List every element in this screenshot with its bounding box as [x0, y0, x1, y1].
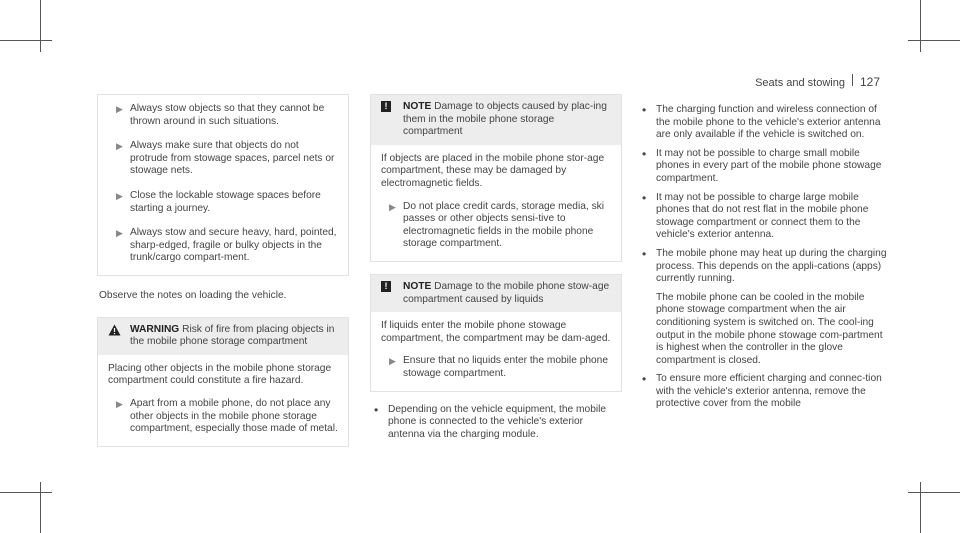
- bullet-item: • To ensure more efficient charging and connec-tion with the vehicle's exterior antenna, remove the protective cover from the mobile: [642, 372, 882, 410]
- arrow-right-icon: ▶: [116, 398, 123, 409]
- column-3: [642, 104, 892, 417]
- warning-triangle-icon: [106, 324, 130, 349]
- arrow-right-icon: ▶: [389, 356, 396, 367]
- list-item: ▶ Ensure that no liquids enter the mobile phone stowage compartment.: [381, 355, 611, 380]
- warning-box: [97, 317, 349, 447]
- note-label: NOTE: [403, 101, 432, 112]
- bullet-item: • Depending on the vehicle equipment, the mobile phone is connected to the vehicle's exterior antenna via the charging module.: [374, 402, 607, 440]
- list-item: ▶ Apart from a mobile phone, do not place any other objects in the mobile phone storage compartment, especially those made of metal.: [108, 398, 338, 436]
- warning-header: [98, 318, 348, 355]
- arrow-right-icon: ▶: [116, 104, 123, 114]
- exclamation-icon: !: [381, 281, 391, 292]
- list-item: ▶ Always stow and secure heavy, hard, pointed, sharp-edged, fragile or bulky objects in the trunk/cargo compart-ment.: [108, 227, 338, 265]
- note-header: [371, 95, 621, 145]
- arrow-right-icon: ▶: [116, 141, 123, 152]
- observe-text: Observe the notes on loading the vehicle.: [99, 289, 287, 301]
- crop-mark: [920, 482, 921, 533]
- bullet-icon: •: [642, 146, 647, 161]
- crop-mark: [0, 40, 52, 41]
- bullet-item: • It may not be possible to charge small mobile phones in every part of the mobile phone stowage compartment.: [642, 146, 882, 184]
- crop-mark: [40, 0, 41, 52]
- warning-heading: Risk of fire from placing objects in the mobile phone storage compartment: [130, 323, 335, 348]
- note-header: [371, 275, 621, 312]
- page-number: 127: [859, 75, 880, 89]
- note-label: NOTE: [403, 280, 432, 292]
- bullet-icon: •: [642, 103, 647, 117]
- bullet-icon: •: [642, 190, 647, 205]
- note-heading: Damage to the mobile phone stow-age compartment caused by liquids: [403, 280, 610, 305]
- exclamation-icon: !: [381, 101, 391, 112]
- crop-mark: [908, 492, 960, 493]
- bullet-item: • It may not be possible to charge large mobile phones that do not rest flat in the mobile phone stowage compartment or connect them to the vehicle's exterior antenna.: [642, 190, 869, 241]
- crop-mark: [908, 40, 960, 41]
- column-1: [97, 94, 349, 447]
- note-heading: Damage to objects caused by plac-ing them in the mobile phone storage compartment: [403, 101, 607, 138]
- note-body: If objects are placed in the mobile phone stor-age compartment, these may be damaged by electromagnetic fields.: [381, 152, 605, 189]
- bullet-item: [642, 248, 892, 367]
- bullet-text: The mobile phone may heat up during the charging process. This depends on the appli-cations (apps) currently running.: [656, 247, 887, 285]
- bullet-icon: •: [642, 372, 647, 387]
- crop-mark: [40, 482, 41, 533]
- note-box: [370, 94, 622, 262]
- list-item: ▶ Do not place credit cards, storage media, ski passes or other objects sensi-tive to electromagnetic fields in the mobile phone storage compartment.: [381, 201, 611, 251]
- warning-label: WARNING: [130, 323, 180, 335]
- header-divider: [852, 74, 853, 86]
- arrow-right-icon: ▶: [116, 228, 123, 239]
- list-item: ▶ Close the lockable stowage spaces before starting a journey.: [108, 190, 338, 215]
- arrow-right-icon: ▶: [389, 201, 396, 212]
- arrow-right-icon: ▶: [116, 190, 123, 201]
- bullet-icon: •: [374, 402, 379, 417]
- page-header: [755, 74, 880, 89]
- bullet-icon: •: [642, 246, 647, 261]
- column-2: [370, 94, 622, 447]
- bullet-item: • The charging function and wireless connection of the mobile phone to the vehicle's exterior antenna are only available if the vehicle is switched on.: [642, 103, 881, 141]
- warning-body: Placing other objects in the mobile phone storage compartment could constitute a fire hazard.: [108, 362, 332, 387]
- section-title: Seats and stowing: [755, 77, 845, 89]
- crop-mark: [0, 492, 52, 493]
- note-box: [370, 274, 622, 392]
- crop-mark: [920, 0, 921, 52]
- note-body: If liquids enter the mobile phone stowage compartment, the compartment may be dam-aged.: [381, 320, 611, 344]
- instruction-box: [97, 94, 349, 276]
- bullet-sub-text: The mobile phone can be cooled in the mobile phone stowage compartment when the air conditioning system is switched on. The cool-ing output in the mobile phone stowage com-partment is highest when the controller in the glove compartment is closed.: [656, 291, 883, 366]
- list-item: ▶ Always stow objects so that they cannot be thrown around in such situations.: [108, 103, 338, 128]
- list-item: ▶ Always make sure that objects do not protrude from stowage spaces, parcel nets or stowage nets.: [108, 140, 338, 178]
